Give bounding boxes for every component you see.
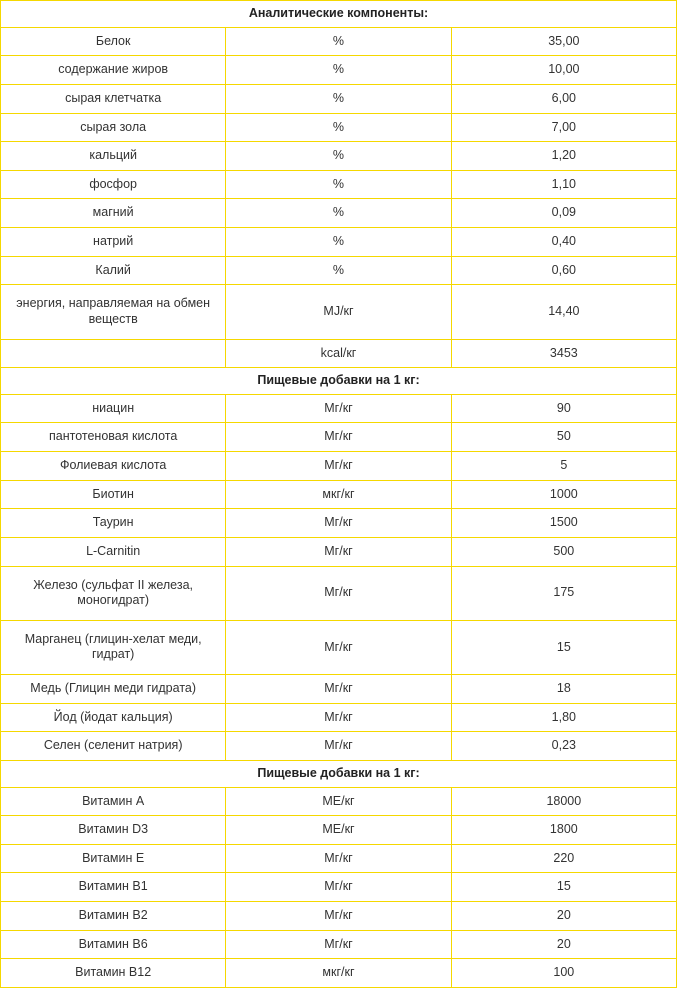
row-unit: % bbox=[226, 56, 451, 85]
row-label: Витамин B6 bbox=[1, 930, 226, 959]
row-unit: % bbox=[226, 142, 451, 171]
row-label: Биотин bbox=[1, 480, 226, 509]
row-unit: Мг/кг bbox=[226, 732, 451, 761]
row-value: 14,40 bbox=[451, 285, 676, 339]
row-label: Таурин bbox=[1, 509, 226, 538]
table-row bbox=[1, 873, 677, 902]
row-label: Белок bbox=[1, 27, 226, 56]
row-value: 0,40 bbox=[451, 228, 676, 257]
row-unit: Мг/кг bbox=[226, 509, 451, 538]
table-row bbox=[1, 703, 677, 732]
row-unit: Мг/кг bbox=[226, 566, 451, 620]
row-value: 1,80 bbox=[451, 703, 676, 732]
table-row bbox=[1, 339, 677, 368]
row-label: Витамин B2 bbox=[1, 902, 226, 931]
table-row bbox=[1, 480, 677, 509]
table-row bbox=[1, 142, 677, 171]
row-label: Витамин D3 bbox=[1, 816, 226, 845]
table-row bbox=[1, 170, 677, 199]
table-row bbox=[1, 27, 677, 56]
table-row bbox=[1, 816, 677, 845]
row-label: сырая клетчатка bbox=[1, 84, 226, 113]
row-unit: Мг/кг bbox=[226, 675, 451, 704]
row-value: 20 bbox=[451, 902, 676, 931]
row-label: Йод (йодат кальция) bbox=[1, 703, 226, 732]
row-label: содержание жиров bbox=[1, 56, 226, 85]
row-value: 500 bbox=[451, 537, 676, 566]
section-header-row bbox=[1, 1, 677, 28]
row-unit: % bbox=[226, 199, 451, 228]
row-value: 15 bbox=[451, 873, 676, 902]
table-row bbox=[1, 902, 677, 931]
row-value: 18 bbox=[451, 675, 676, 704]
table-row bbox=[1, 256, 677, 285]
row-value: 0,23 bbox=[451, 732, 676, 761]
row-label: Марганец (глицин-хелат меди, гидрат) bbox=[1, 620, 226, 674]
row-label: Фолиевая кислота bbox=[1, 452, 226, 481]
row-label: натрий bbox=[1, 228, 226, 257]
table-row bbox=[1, 199, 677, 228]
row-unit: Мг/кг bbox=[226, 930, 451, 959]
table-row bbox=[1, 732, 677, 761]
row-value: 3453 bbox=[451, 339, 676, 368]
row-value: 1,20 bbox=[451, 142, 676, 171]
row-unit: мкг/кг bbox=[226, 959, 451, 988]
table-row bbox=[1, 56, 677, 85]
table-row bbox=[1, 228, 677, 257]
row-unit: мкг/кг bbox=[226, 480, 451, 509]
row-unit: % bbox=[226, 113, 451, 142]
table-row bbox=[1, 394, 677, 423]
row-value: 6,00 bbox=[451, 84, 676, 113]
row-value: 35,00 bbox=[451, 27, 676, 56]
row-unit: % bbox=[226, 27, 451, 56]
row-value: 1800 bbox=[451, 816, 676, 845]
row-unit: % bbox=[226, 170, 451, 199]
row-label: Железо (сульфат II железа, моногидрат) bbox=[1, 566, 226, 620]
table-row bbox=[1, 787, 677, 816]
row-unit: Мг/кг bbox=[226, 844, 451, 873]
row-unit: Мг/кг bbox=[226, 537, 451, 566]
table-row bbox=[1, 620, 677, 674]
row-unit: Мг/кг bbox=[226, 423, 451, 452]
row-label: сырая зола bbox=[1, 113, 226, 142]
row-label: ниацин bbox=[1, 394, 226, 423]
table-row bbox=[1, 930, 677, 959]
table-row bbox=[1, 509, 677, 538]
table-row bbox=[1, 285, 677, 339]
row-value: 220 bbox=[451, 844, 676, 873]
row-label: энергия, направляемая на обмен веществ bbox=[1, 285, 226, 339]
table-row bbox=[1, 537, 677, 566]
row-unit: МЕ/кг bbox=[226, 787, 451, 816]
row-unit: Мг/кг bbox=[226, 452, 451, 481]
row-unit: % bbox=[226, 228, 451, 257]
row-label: Витамин E bbox=[1, 844, 226, 873]
row-value: 5 bbox=[451, 452, 676, 481]
row-value: 0,60 bbox=[451, 256, 676, 285]
row-label: Витамин B1 bbox=[1, 873, 226, 902]
row-value: 10,00 bbox=[451, 56, 676, 85]
table-row bbox=[1, 959, 677, 988]
row-label: Медь (Глицин меди гидрата) bbox=[1, 675, 226, 704]
table-row bbox=[1, 113, 677, 142]
table-row bbox=[1, 844, 677, 873]
row-label: Витамин A bbox=[1, 787, 226, 816]
row-label: Селен (селенит натрия) bbox=[1, 732, 226, 761]
row-value: 100 bbox=[451, 959, 676, 988]
row-value: 50 bbox=[451, 423, 676, 452]
row-label: L-Carnitin bbox=[1, 537, 226, 566]
row-unit: Мг/кг bbox=[226, 902, 451, 931]
row-value: 1,10 bbox=[451, 170, 676, 199]
row-unit: MJ/кг bbox=[226, 285, 451, 339]
row-value: 90 bbox=[451, 394, 676, 423]
table-row bbox=[1, 452, 677, 481]
row-value: 20 bbox=[451, 930, 676, 959]
row-unit: % bbox=[226, 84, 451, 113]
section-title: Пищевые добавки на 1 кг: bbox=[1, 368, 677, 395]
row-label: Калий bbox=[1, 256, 226, 285]
row-value: 7,00 bbox=[451, 113, 676, 142]
row-label: магний bbox=[1, 199, 226, 228]
row-label: пантотеновая кислота bbox=[1, 423, 226, 452]
row-unit: Мг/кг bbox=[226, 620, 451, 674]
row-value: 18000 bbox=[451, 787, 676, 816]
section-header-row bbox=[1, 368, 677, 395]
row-unit: Мг/кг bbox=[226, 394, 451, 423]
row-unit: Мг/кг bbox=[226, 873, 451, 902]
table-row bbox=[1, 566, 677, 620]
row-value: 15 bbox=[451, 620, 676, 674]
section-title: Аналитические компоненты: bbox=[1, 1, 677, 28]
row-value: 175 bbox=[451, 566, 676, 620]
row-label: фосфор bbox=[1, 170, 226, 199]
table-row bbox=[1, 423, 677, 452]
row-label: Витамин B12 bbox=[1, 959, 226, 988]
section-title: Пищевые добавки на 1 кг: bbox=[1, 760, 677, 787]
row-unit: Мг/кг bbox=[226, 703, 451, 732]
row-value: 0,09 bbox=[451, 199, 676, 228]
row-value: 1500 bbox=[451, 509, 676, 538]
row-unit: МЕ/кг bbox=[226, 816, 451, 845]
table-row bbox=[1, 675, 677, 704]
section-header-row bbox=[1, 760, 677, 787]
row-label bbox=[1, 339, 226, 368]
row-label: кальций bbox=[1, 142, 226, 171]
row-unit: % bbox=[226, 256, 451, 285]
table-row bbox=[1, 84, 677, 113]
row-value: 1000 bbox=[451, 480, 676, 509]
row-unit: kcal/кг bbox=[226, 339, 451, 368]
